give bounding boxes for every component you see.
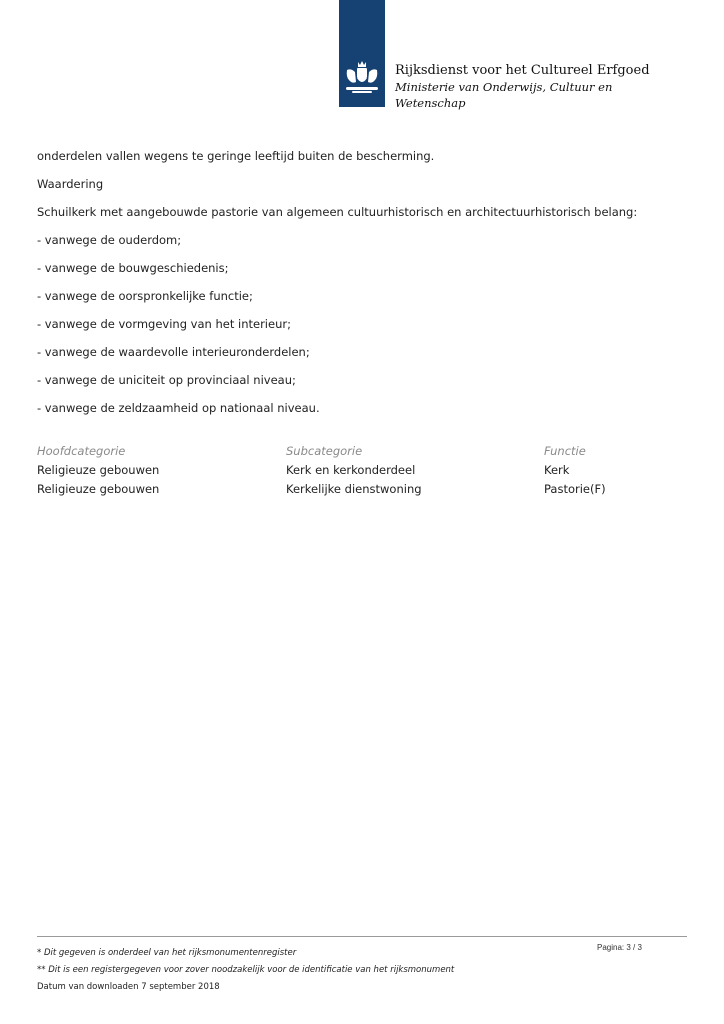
table-cell: Religieuze gebouwen <box>37 463 160 477</box>
table-cell: Kerk <box>544 463 570 477</box>
org-name-line1: Rijksdienst voor het Cultureel Erfgoed <box>395 63 650 78</box>
document-body <box>37 148 697 428</box>
column-header-hoofdcategorie: Hoofdcategorie <box>37 444 126 458</box>
list-item: - vanwege de oorspronkelijke functie; <box>37 289 253 303</box>
list-item: - vanwege de bouwgeschiedenis; <box>37 261 229 275</box>
table-cell: Pastorie(F) <box>544 482 606 496</box>
column-header-functie: Functie <box>544 444 586 458</box>
list-item: - vanwege de uniciteit op provinciaal niveau; <box>37 373 296 387</box>
table-header-row <box>37 443 677 462</box>
list-item: - vanwege de waardevolle interieuronderdelen; <box>37 345 310 359</box>
paragraph: onderdelen vallen wegens te geringe leeftijd buiten de bescherming. <box>37 149 435 163</box>
logo-bar <box>339 0 385 107</box>
category-table <box>37 443 677 500</box>
section-heading: Waardering <box>37 177 104 191</box>
table-cell: Kerkelijke dienstwoning <box>286 482 422 496</box>
footnote-2: ** Dit is een registergegeven voor zover noodzakelijk voor de identificatie van het rijksmonument <box>37 965 455 975</box>
table-row <box>37 462 677 481</box>
organisation-name <box>395 62 715 111</box>
list-item: - vanwege de vormgeving van het interieur; <box>37 317 291 331</box>
table-cell: Kerk en kerkonderdeel <box>286 463 416 477</box>
list-item: - vanwege de ouderdom; <box>37 233 182 247</box>
page-number: Pagina: 3 / 3 <box>597 943 642 952</box>
paragraph: Schuilkerk met aangebouwde pastorie van algemeen cultuurhistorisch en architectuurhistorisch belang: <box>37 205 638 219</box>
footnote-1: * Dit gegeven is onderdeel van het rijksmonumentenregister <box>37 948 297 958</box>
org-name-line2: Ministerie van Onderwijs, Cultuur en <box>395 80 613 94</box>
org-name-line3: Wetenschap <box>395 96 466 110</box>
table-cell: Religieuze gebouwen <box>37 482 160 496</box>
coat-of-arms-icon <box>343 60 381 96</box>
list-item: - vanwege de zeldzaamheid op nationaal niveau. <box>37 401 320 415</box>
column-header-subcategorie: Subcategorie <box>286 444 363 458</box>
footer-divider <box>37 936 687 937</box>
table-row <box>37 481 677 500</box>
download-date: Datum van downloaden 7 september 2018 <box>37 982 220 992</box>
